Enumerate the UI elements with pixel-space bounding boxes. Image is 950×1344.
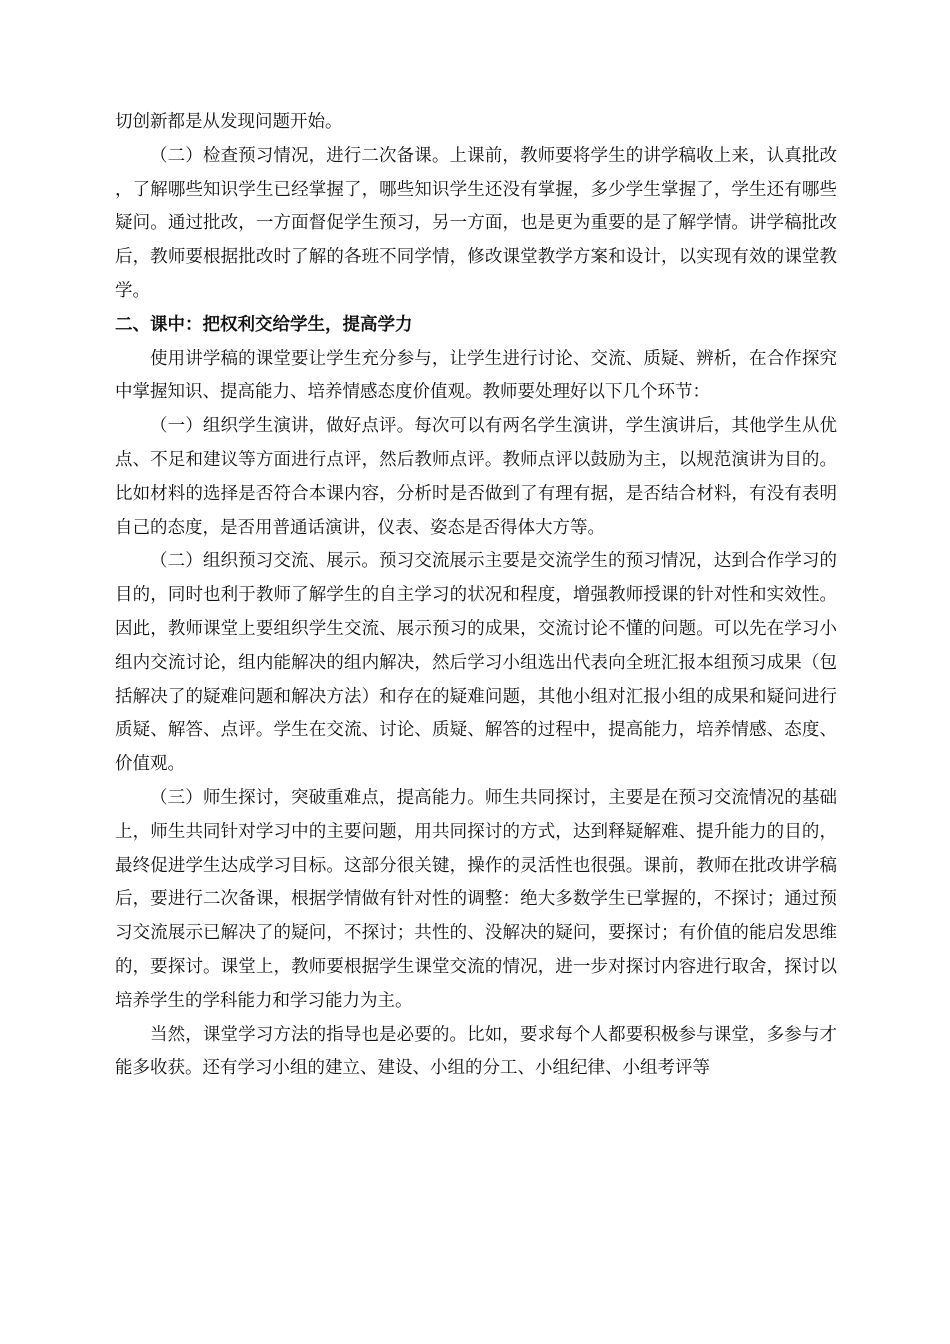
paragraph-teacher-student-discussion: （三）师生探讨，突破重难点，提高能力。师生共同探讨，主要是在预习交流情况的基础上，师生共同针对学习中的主要问题，用共同探讨的方式，达到释疑解难、提升能力的目的，最终促进学生达成学习目标。这部分很关键，操作的灵活性也很强。课前，教师在批改讲学稿后，要进行二次备课，根据学情做有针对性的调整：绝大多数学生已掌握的，不探讨；通过预习交流展示已解决了的疑问，不探讨；共性的、没解决的疑问，要探讨；有价值的能启发思维的，要探讨。课堂上，教师要根据学生课堂交流的情况，进一步对探讨内容进行取舍，探讨以培养学生的学科能力和学习能力为主。 (115, 787, 837, 1011)
document-page (115, 106, 837, 1086)
paragraph-continuation: 切创新都是从发现问题开始。 (115, 112, 343, 132)
section-heading-in-class: 二、课中：把权利交给学生，提高学力 (115, 314, 413, 335)
paragraph-learning-method: 当然，课堂学习方法的指导也是必要的。比如，要求每个人都要积极参与课堂，多参与才能多收获。还有学习小组的建立、建设、小组的分工、小组纪律、小组考评等 (115, 1024, 837, 1079)
paragraph-student-speech: （一）组织学生演讲，做好点评。每次可以有两名学生演讲，学生演讲后，其他学生从优点、不足和建议等方面进行点评，然后教师点评。教师点评以鼓励为主，以规范演讲为目的。比如材料的选择是否符合本课内容，分析时是否做到了有理有据，是否结合材料，有没有表明自己的态度，是否用普通话演讲，仪表、姿态是否得体大方等。 (115, 416, 837, 538)
paragraph-check-preview: （二）检查预习情况，进行二次备课。上课前，教师要将学生的讲学稿收上来，认真批改，了解哪些知识学生已经掌握了，哪些知识学生还没有掌握，多少学生掌握了，学生还有哪些疑问。通过批改，一方面督促学生预习，另一方面，也是更为重要的是了解学情。讲学稿批改后，教师要根据批改时了解的各班不同学情，修改课堂教学方案和设计，以实现有效的课堂教学。 (115, 145, 837, 301)
paragraph-classroom-intro: 使用讲学稿的课堂要让学生充分参与，让学生进行讨论、交流、质疑、辨析，在合作探究中掌握知识、提高能力、培养情感态度价值观。教师要处理好以下几个环节： (115, 348, 837, 403)
paragraph-preview-exchange: （二）组织预习交流、展示。预习交流展示主要是交流学生的预习情况，达到合作学习的目的，同时也利于教师了解学生的自主学习的状况和程度，增强教师授课的针对性和实效性。因此，教师课堂上要组织学生交流、展示预习的成果，交流讨论不懂的问题。可以先在学习小组内交流讨论，组内能解决的组内解决，然后学习小组选出代表向全班汇报本组预习成果（包括解决了的疑难问题和解决方法）和存在的疑难问题，其他小组对汇报小组的成果和疑问进行质疑、解答、点评。学生在交流、讨论、质疑、解答的过程中，提高能力，培养情感、态度、价值观。 (115, 551, 837, 775)
